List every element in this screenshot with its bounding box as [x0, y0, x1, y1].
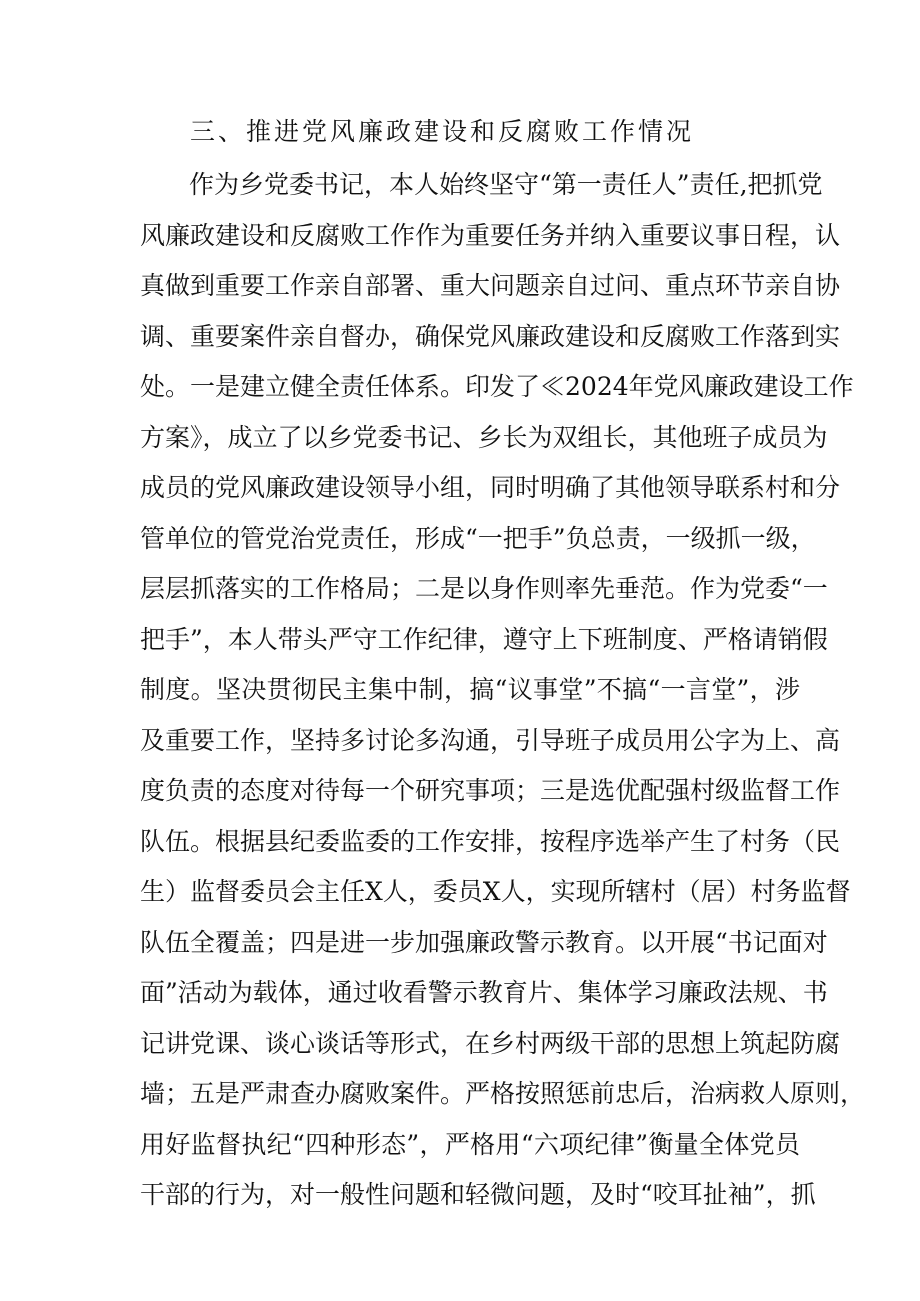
text-line-17: 面”活动为载体，通过收看警示教育片、集体学习廉政法规、书	[140, 978, 828, 1007]
text-line-3: 真做到重要工作亲自部署、重大问题亲自过问、重点环节亲自协	[140, 271, 841, 300]
text-line-10: 把手”，本人带头严守工作纪律，遵守上下班制度、严格请销假	[140, 624, 828, 654]
text-line-12: 及重要工作，坚持多讨论多沟通，引导班子成员用公字为上、高	[140, 725, 841, 755]
text-line-16: 队伍全覆盖；四是进一步加强廉政警示教育。以开展“书记面对	[140, 927, 828, 957]
text-line-8: 管单位的管党治党责任，形成“一把手”负总责，一级抓一级，	[140, 523, 816, 553]
text-line-20: 用好监督执纪“四种形态”，严格用“六项纪律”衡量全体党员	[140, 1129, 800, 1159]
text-line-1: 作为乡党委书记，本人始终坚守“第一责任人”责任,把抓党	[189, 170, 823, 199]
text-line-9: 层层抓落实的工作格局；二是以身作则率先垂范。作为党委“一	[140, 574, 828, 603]
text-line-14: 队伍。根据县纪委监委的工作安排，按程序选举产生了村务（民	[140, 826, 841, 856]
section-heading: 三、推进党风廉政建设和反腐败工作情况	[190, 117, 695, 146]
body-paragraph	[140, 160, 866, 1221]
text-line-13: 度负责的态度对待每一个研究事项；三是选优配强村级监督工作	[140, 776, 841, 805]
text-line-6: 方案》，成立了以乡党委书记、乡长为双组长，其他班子成员为	[140, 422, 828, 452]
text-line-2: 风廉政建设和反腐败工作作为重要任务并纳入重要议事日程，认	[140, 220, 841, 250]
text-line-15: 生）监督委员会主任X人，委员X人，实现所辖村（居）村务监督	[140, 877, 851, 906]
text-line-19: 墙；五是严肃查办腐败案件。严格按照惩前忠后，治病救人原则，	[140, 1079, 866, 1108]
text-line-4: 调、重要案件亲自督办，确保党风廉政建设和反腐败工作落到实	[140, 321, 841, 351]
text-line-11: 制度。坚决贯彻民主集中制，搞“议事堂”不搞“一言堂”，涉	[140, 675, 800, 704]
text-line-21: 干部的行为，对一般性问题和轻微问题，及时“咬耳扯袖”，抓	[140, 1180, 816, 1209]
text-line-18: 记讲党课、谈心谈话等形式，在乡村两级干部的思想上筑起防腐	[140, 1028, 841, 1058]
text-line-5: 处。一是建立健全责任体系。印发了≪2024年党风廉政建设工作	[140, 372, 854, 401]
text-line-7: 成员的党风廉政建设领导小组，同时明确了其他领导联系村和分	[140, 473, 841, 502]
